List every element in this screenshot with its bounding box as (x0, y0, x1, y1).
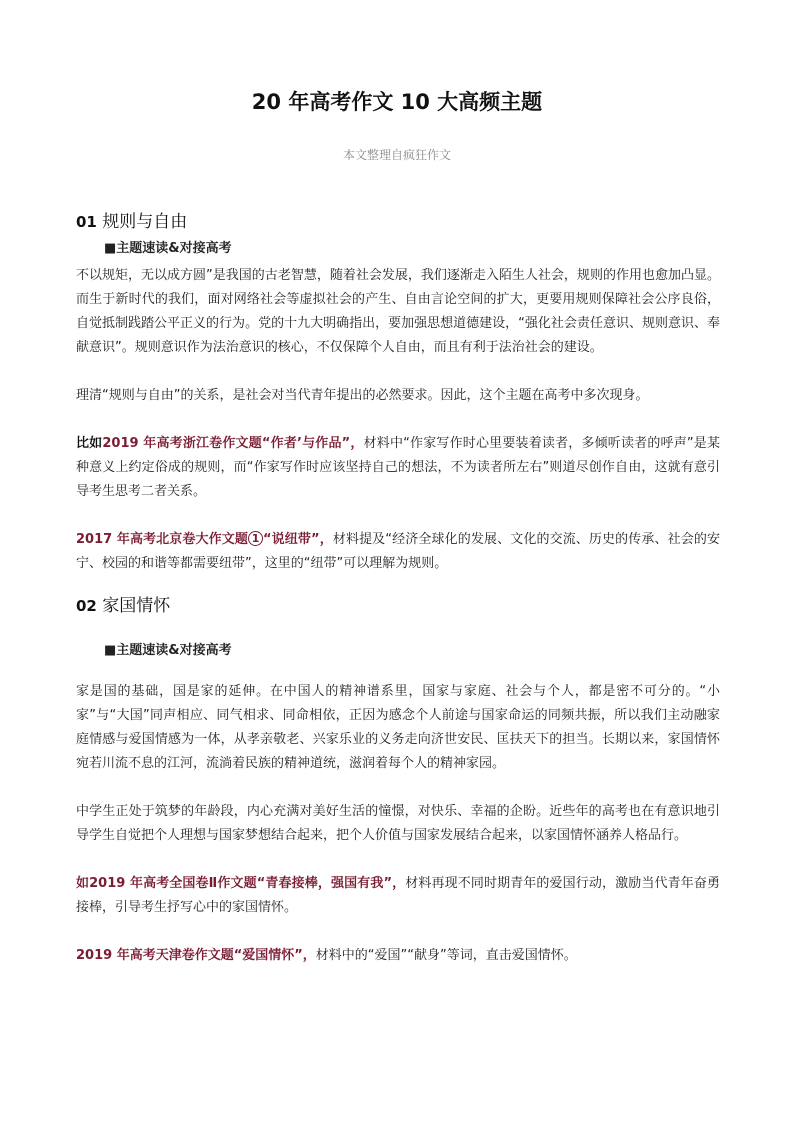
example-label: 2019 年高考浙江卷作文题“作者’与作品”， (102, 436, 364, 451)
document-subtitle: 本文整理自疯狂作文 (342, 148, 451, 162)
example-paragraph (76, 432, 720, 504)
paragraph: 理清“规则与自由”的关系，是社会对当代青年提出的必然要求。因此，这个主题在高考中多次现身。 (76, 388, 649, 403)
example-label: 2019 年高考天津卷作文题“爱国情怀”， (76, 948, 316, 963)
example-text: 材料中“作家写作时心里要装着读者，多倾听读者的呼声”是某种意义上约定俗成的规则，而“作家写作时应该坚持自己的想法，不为读者所左右”则道尽创作自由，这就有意引导考生思考二者关系。 (76, 436, 720, 499)
section-number: 02 (76, 597, 97, 615)
example-text: 材料中的“爱国”“献身”等词，直击爱国情怀。 (315, 948, 577, 963)
paragraph: 中学生正处于筑梦的年龄段，内心充满对美好生活的憧憬，对快乐、幸福的企盼。近些年的高考也在有意识地引导学生自觉把个人理想与国家梦想结合起来，把个人价值与国家发展结合起来，以家国情怀涵养人格品行。 (76, 804, 720, 843)
section-title: 规则与自由 (102, 212, 188, 232)
document-title: 20 年高考作文 10 大高频主题 (251, 90, 543, 114)
section-subheading: ■主题速读&对接高考 (104, 643, 232, 658)
example-text: 材料提及“经济全球化的发展、文化的交流、历史的传承、社会的安宁、校园的和谐等都需要纽带”，这里的“纽带”可以理解为规则。 (76, 532, 720, 571)
example-label: 2017 年高考北京卷大作文题 (76, 532, 249, 547)
example-lead: 比如 (76, 436, 103, 451)
circled-number: 1 (248, 531, 263, 546)
section-heading (76, 594, 720, 618)
paragraph: 家是国的基础，国是家的延伸。在中国人的精神谱系里，国家与家庭、社会与个人，都是密不可分的。“小家”与“大国”同声相应、同气相求、同命相依，正因为感念个人前途与国家命运的同频共振，所以我们主动融家庭情感与爱国情感为一体，从孝亲敬老、兴家乐业的义务走向济世安民、匡扶天下的担当。长期以来，家国情怀宛若川流不息的江河，流淌着民族的精神道统，滋润着每个人的精神家园。 (76, 684, 720, 771)
section-subheading: ■主题速读&对接高考 (104, 241, 232, 256)
example-lead: 如 (76, 876, 90, 891)
document-body (76, 210, 720, 968)
example-paragraph (76, 528, 720, 576)
section-number: 01 (76, 213, 97, 231)
example-label: “说纽带”， (263, 532, 333, 547)
paragraph: 不以规矩，无以成方圆”是我国的古老智慧，随着社会发展，我们逐渐走入陌生人社会，规则的作用也愈加凸显。而生于新时代的我们，面对网络社会等虚拟社会的产生、自由言论空间的扩大，更要用规则保障社会公序良俗，自觉抵制践踏公平正义的行为。党的十九大明确指出，要加强思想道德建设，“强化社会责任意识、规则意识、奉献意识”。规则意识作为法治意识的核心，不仅保障个人自由，而且有利于法治社会的建设。 (76, 268, 720, 355)
example-paragraph (76, 872, 720, 920)
section-title: 家国情怀 (102, 596, 171, 616)
example-paragraph (76, 944, 720, 968)
example-label: 2019 年高考全国卷Ⅱ作文题“青春接棒，强国有我”， (89, 876, 406, 891)
example-text: 材料再现不同时期青年的爱国行动，激励当代青年奋勇接棒，引导考生抒写心中的家国情怀。 (76, 876, 720, 915)
section-heading (76, 210, 720, 234)
